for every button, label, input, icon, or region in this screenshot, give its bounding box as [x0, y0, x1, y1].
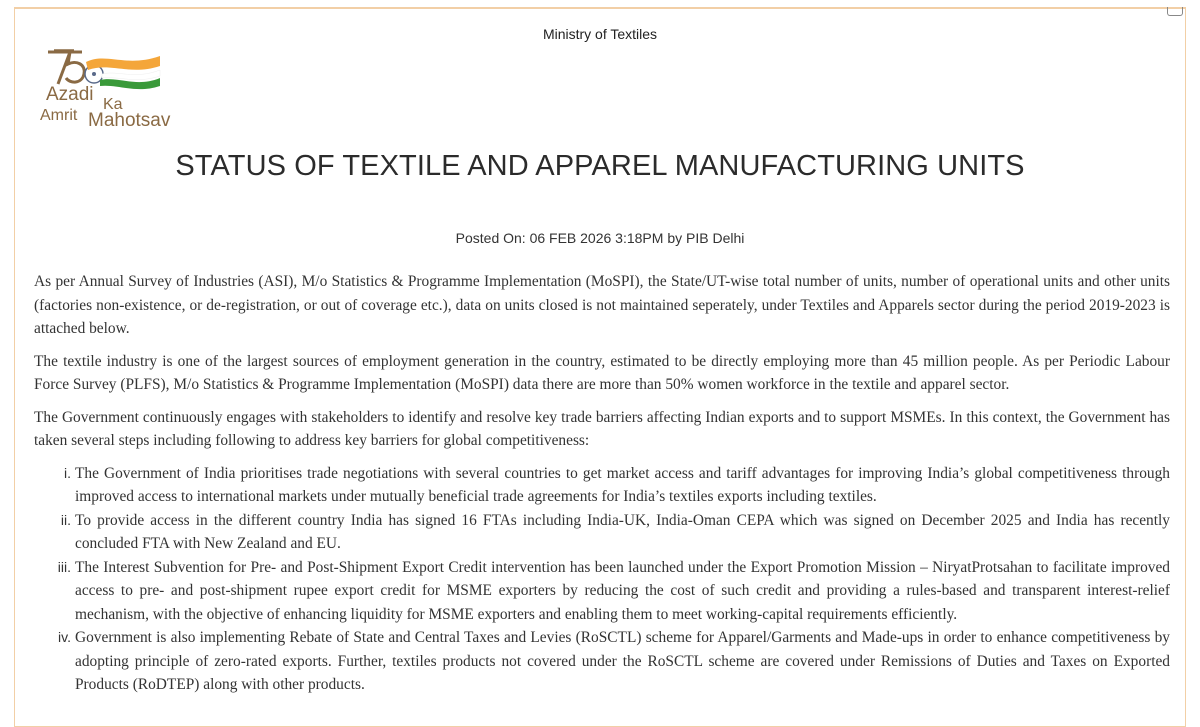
list-number: iii.: [57, 558, 71, 575]
posted-on: Posted On: 06 FEB 2026 3:18PM by PIB Delhi: [455, 230, 745, 246]
logo-text-azadi: Azadi: [46, 84, 94, 105]
paragraph: As per Annual Survey of Industries (ASI), M/o Statistics & Programme Implementation (MoSPI), the State/UT-wise total number of units, number of operational units and other units (factories non-existence, or de-registration, or out of coverage etc.), data on units closed is not maintained seperately, under Textiles and Apparels sector during the period 2019-2023 is attached below.: [34, 273, 1170, 337]
page-title: STATUS OF TEXTILE AND APPAREL MANUFACTURING UNITS: [175, 150, 1025, 182]
paragraph: The textile industry is one of the largest sources of employment generation in the country, estimated to be directly employing more than 45 million people. As per Periodic Labour Force Survey (PLFS), M/o Statistics & Programme Implementation (MoSPI) data there are more than 50% women workforce in the textile and apparel sector.: [34, 352, 1170, 393]
list-text: The Interest Subvention for Pre- and Post-Shipment Export Credit intervention has been launched under the Export Promotion Mission – NiryatProtsahan to facilitate improved access to pre- and post-shipment rupee export credit for MSME exporters by reducing the cost of such credit and providing a rules-based and transparent interest-relief mechanism, with the objective of enhancing liquidity for MSME exporters and enabling them to meet working-capital requirements efficiently.: [75, 558, 1170, 623]
list-number: ii.: [60, 511, 71, 528]
ministry-name: Ministry of Textiles: [542, 26, 658, 42]
list-number: i.: [64, 464, 71, 481]
paragraph: The Government continuously engages with stakeholders to identify and resolve key trade barriers affecting Indian exports and to support MSMEs. In this context, the Government has taken several steps including following to address key barriers for global competitiveness:: [34, 408, 1170, 449]
logo-text-mahotsav: Mahotsav: [88, 110, 171, 131]
list-text: The Government of India prioritises trade negotiations with several countries to get market access and tariff advantages for improving India’s global competitiveness through improved access to international markets under mutually beneficial trade agreements for India’s textiles exports including textiles.: [75, 464, 1170, 505]
azadi-ka-amrit-mahotsav-logo: [38, 46, 188, 132]
list-text: To provide access in the different country India has signed 16 FTAs including India-UK, India-Oman CEPA which was signed on December 2025 and India has recently concluded FTA with New Zealand and EU.: [75, 511, 1170, 552]
list-number: iv.: [58, 629, 71, 645]
list-item: [34, 462, 1170, 509]
list-item: [34, 556, 1170, 627]
list-text: Government is also implementing Rebate of State and Central Taxes and Levies (RoSCTL) scheme for Apparel/Garments and Made-ups in order to enhance competitiveness by adopting principle of zero-rated exports. Further, textiles products not covered under the RoSCTL scheme are covered under Remissions of Duties and Taxes on Exported Products (RoDTEP) along with other products.: [75, 629, 1170, 693]
logo-text-ka: Ka: [103, 96, 123, 113]
measures-list: [34, 462, 1170, 697]
print-icon[interactable]: [1167, 7, 1183, 16]
release-body: [34, 270, 1170, 697]
logo-text-amrit: Amrit: [40, 107, 78, 124]
list-item: [34, 509, 1170, 556]
list-item: [34, 626, 1170, 697]
